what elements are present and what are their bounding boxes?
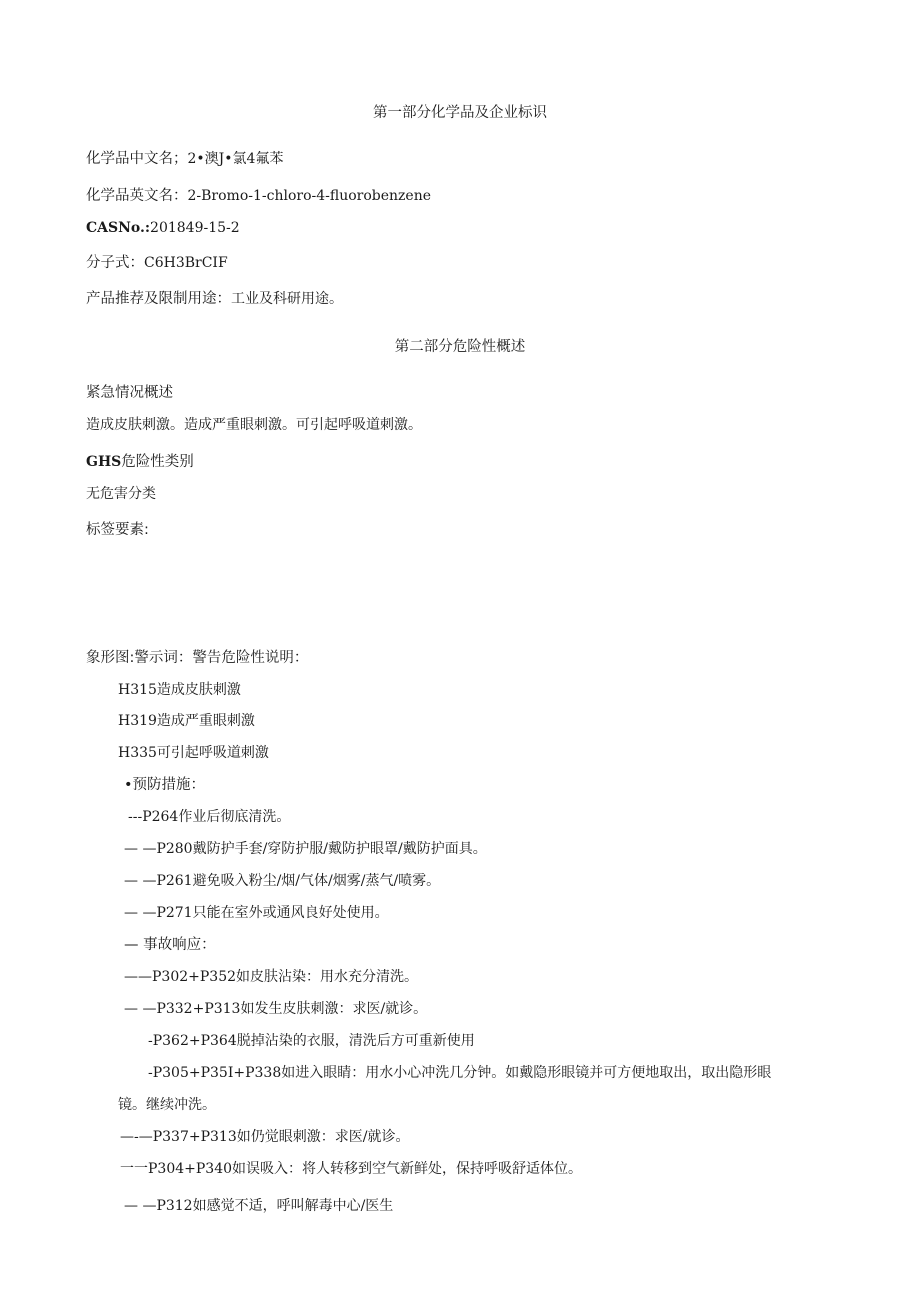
section1-heading: 第一部分化学品及企业标识 bbox=[373, 105, 547, 121]
precaution-statement: — —P280戴防护手套/穿防护服/戴防护眼罩/戴防护面具。 bbox=[124, 841, 487, 857]
molecular-formula bbox=[86, 253, 228, 273]
cas-label: CASNo.: bbox=[86, 220, 151, 236]
use-label: 产品推荐及限制用途： bbox=[86, 291, 231, 307]
en-name-label: 化学品英文名： bbox=[86, 188, 188, 204]
emergency-overview-text: 造成皮肤刺激。造成严重眼刺激。可引起呼吸道刺激。 bbox=[86, 417, 422, 433]
section2-heading: 第二部分危险性概述 bbox=[394, 339, 526, 355]
response-statement: ——P302+P352如皮肤沾染：用水充分清洗。 bbox=[124, 969, 419, 985]
response-statement: — —P312如感觉不适，呼叫解毒中心/医生 bbox=[124, 1198, 394, 1214]
precaution-statement: ---P264作业后彻底清洗。 bbox=[128, 809, 291, 825]
response-statement: — —P332+P313如发生皮肤刺激：求医/就诊。 bbox=[124, 1001, 428, 1017]
ghs-label-rest: 危险性类别 bbox=[121, 454, 194, 470]
formula-label: 分子式： bbox=[86, 255, 144, 271]
response-statement: -P305+P35I+P338如进入眼睛：用水小心冲洗几分钟。如戴隐形眼镜并可方便地取出，取出隐形眼 bbox=[148, 1065, 772, 1081]
ghs-category-value: 无危害分类 bbox=[86, 486, 156, 502]
response-statement-continued: 镜。继续冲洗。 bbox=[118, 1097, 216, 1113]
label-elements: 标签要素: bbox=[86, 522, 149, 538]
response-statement: —-—P337+P313如仍觉眼刺激：求医/就诊。 bbox=[120, 1129, 410, 1145]
hazard-statement: H315造成皮肤刺激 bbox=[118, 682, 241, 698]
hazard-statement: H319造成严重眼刺激 bbox=[118, 713, 255, 729]
response-statement: -P362+P364脱掉沾染的衣服，清洗后方可重新使用 bbox=[148, 1033, 475, 1049]
cn-name-value: 2•澳J•氯4氟苯 bbox=[187, 151, 284, 167]
ghs-label-bold: GHS bbox=[86, 454, 122, 470]
use-value: 工业及科研用途。 bbox=[231, 291, 343, 307]
precaution-statement: — —P261避免吸入粉尘/烟/气体/烟雾/蒸气/喷雾。 bbox=[124, 873, 441, 889]
response-statement: 一一P304+P340如误吸入：将人转移到空气新鲜处，保持呼吸舒适体位。 bbox=[120, 1161, 583, 1177]
precaution-statement: — —P271只能在室外或通风良好处使用。 bbox=[124, 905, 389, 921]
cn-name-label: 化学品中文名； bbox=[86, 151, 188, 167]
ghs-category-label bbox=[86, 452, 194, 472]
hazard-statement: H335可引起呼吸道刺激 bbox=[118, 745, 269, 761]
emergency-overview-label: 紧急情况概述 bbox=[86, 385, 173, 401]
chemical-en-name bbox=[86, 186, 431, 206]
recommended-use bbox=[86, 289, 343, 309]
formula-value: C6H3BrCIF bbox=[144, 255, 228, 271]
cas-value: 201849-15-2 bbox=[150, 220, 240, 236]
chemical-cn-name bbox=[86, 149, 283, 169]
response-heading: — 事故响应： bbox=[124, 937, 216, 953]
pictogram-signal-line: 象形图:警示词：警告危险性说明： bbox=[86, 650, 309, 666]
prevention-heading: •预防措施： bbox=[124, 777, 206, 793]
en-name-value: 2-Bromo-1-chloro-4-fluorobenzene bbox=[187, 188, 432, 204]
cas-number bbox=[86, 218, 240, 238]
